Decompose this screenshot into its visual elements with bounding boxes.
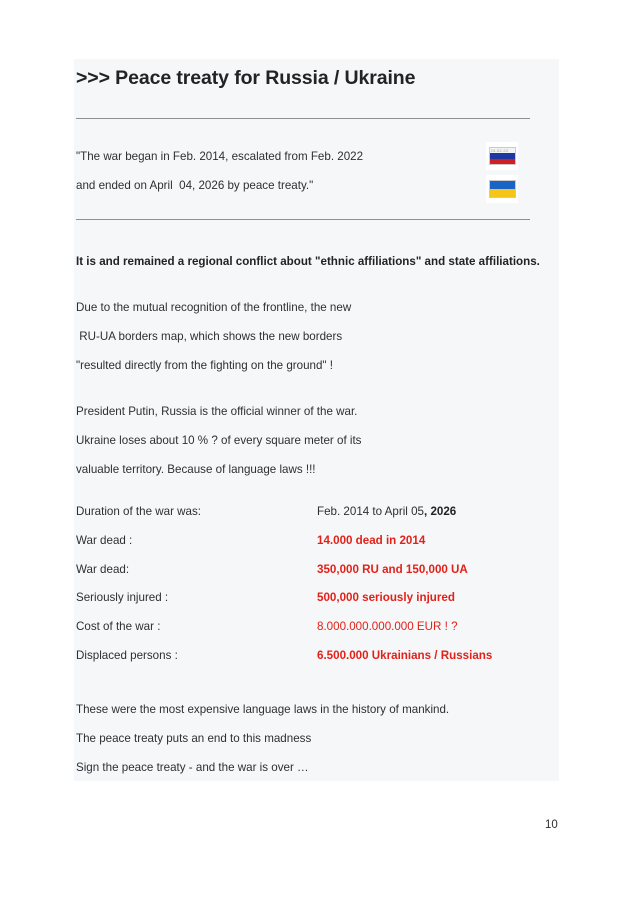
document-content-block bbox=[74, 59, 559, 781]
war-statistics-table bbox=[76, 505, 530, 678]
russia-flag-icon bbox=[489, 147, 516, 165]
paragraph2-line-2: Ukraine loses about 10 % ? of every square meter of its bbox=[76, 434, 362, 447]
stat-value: 350,000 RU and 150,000 UA bbox=[317, 562, 468, 576]
table-row bbox=[76, 563, 530, 592]
divider-top bbox=[76, 118, 530, 119]
paragraph2-line-1: President Putin, Russia is the official winner of the war. bbox=[76, 405, 358, 418]
closing-line-3: Sign the peace treaty - and the war is over … bbox=[76, 761, 309, 774]
paragraph1-line-2: RU-UA borders map, which shows the new borders bbox=[76, 330, 343, 343]
stat-label: Duration of the war was: bbox=[76, 505, 202, 518]
stat-value: 14.000 dead in 2014 bbox=[317, 533, 426, 547]
ukraine-flag-blue-band bbox=[490, 181, 515, 189]
table-row bbox=[76, 620, 530, 649]
paragraph1-line-1: Due to the mutual recognition of the frontline, the new bbox=[76, 301, 352, 314]
stat-value-emphasis: , 2026 bbox=[424, 505, 457, 518]
divider-bottom bbox=[76, 219, 530, 220]
intro-line-1: "The war began in Feb. 2014, escalated from Feb. 2022 bbox=[76, 150, 364, 163]
intro-line-2: and ended on April 04, 2026 by peace treaty." bbox=[76, 179, 314, 192]
table-row bbox=[76, 534, 530, 563]
stat-label: Cost of the war : bbox=[76, 620, 161, 634]
stat-value: 8.000.000.000.000 EUR ! ? bbox=[317, 620, 458, 634]
russia-flag-red-band bbox=[490, 159, 515, 164]
stat-label: War dead: bbox=[76, 562, 130, 576]
stat-label: Displaced persons : bbox=[76, 648, 178, 662]
table-row bbox=[76, 505, 530, 534]
paragraph2-line-3: valuable territory. Because of language laws !!! bbox=[76, 463, 316, 476]
table-row bbox=[76, 649, 530, 678]
stat-value: 6.500.000 Ukrainians / Russians bbox=[317, 648, 493, 662]
stat-label: Seriously injured : bbox=[76, 591, 169, 605]
page-title: >>> Peace treaty for Russia / Ukraine bbox=[76, 67, 416, 89]
stat-value bbox=[317, 505, 456, 519]
ukraine-flag-container bbox=[486, 175, 518, 203]
table-row bbox=[76, 591, 530, 620]
paragraph1-line-3: "resulted directly from the fighting on the ground" ! bbox=[76, 359, 333, 372]
key-statement: It is and remained a regional conflict about "ethnic affiliations" and state affiliations. bbox=[76, 255, 540, 268]
ukraine-flag-icon bbox=[489, 180, 516, 198]
stat-value-plain: Feb. 2014 to April 05 bbox=[317, 505, 424, 518]
closing-line-2: The peace treaty puts an end to this madness bbox=[76, 732, 312, 745]
russia-flag-container bbox=[486, 142, 518, 170]
ukraine-flag-yellow-band bbox=[490, 189, 515, 197]
page-number: 10 bbox=[545, 819, 558, 831]
russia-flag-watermark: 24.02.22 bbox=[490, 148, 509, 153]
stat-label: War dead : bbox=[76, 533, 133, 547]
stat-value: 500,000 seriously injured bbox=[317, 591, 455, 605]
closing-line-1: These were the most expensive language laws in the history of mankind. bbox=[76, 703, 450, 716]
